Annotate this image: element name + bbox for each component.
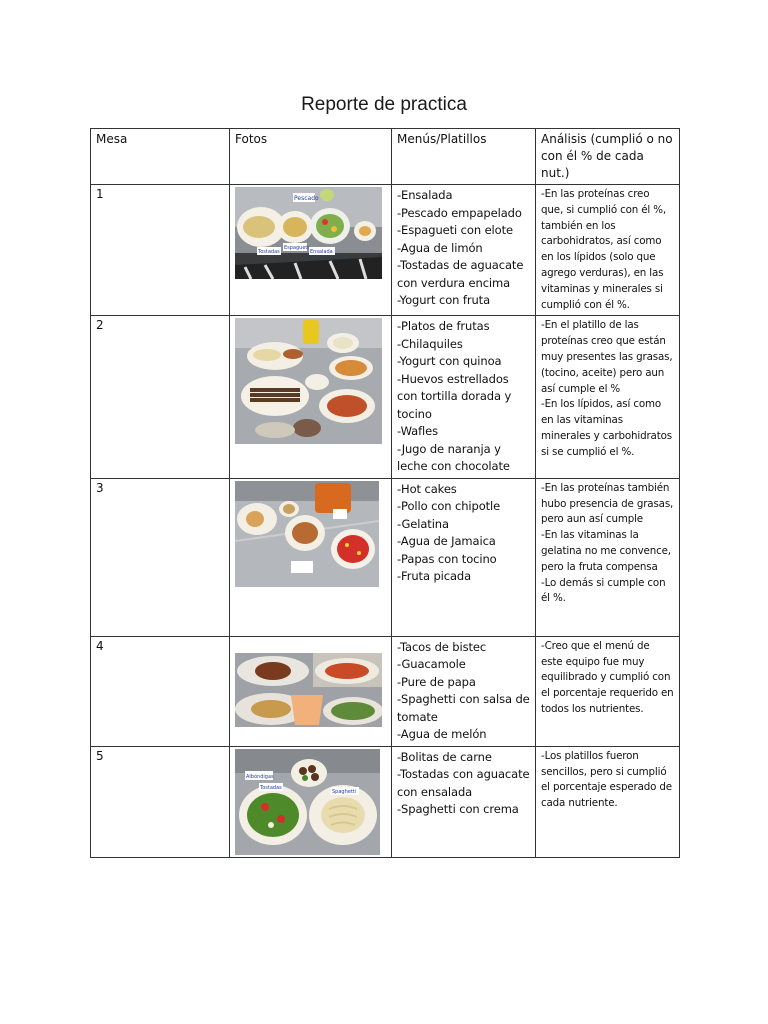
photo-label: Espagueti	[284, 245, 309, 251]
photo-cell	[230, 316, 392, 479]
menu-item: -Agua de melón	[397, 727, 487, 742]
mesa-number: 4	[91, 636, 230, 746]
menu-item: -Ensalada	[397, 188, 453, 202]
analysis-text: -Lo demás si cumple con él %.	[541, 576, 666, 605]
mesa-number: 1	[91, 185, 230, 316]
menu-item: -Agua de Jamaica	[397, 534, 496, 549]
analysis-text: -En las proteínas creo que, si cumplió con él %, también en los carbohidratos, así como en los lípidos (solo que agrego verduras), en las vitaminas y minerales si cumplió con él %.	[541, 188, 667, 311]
menu-item: -Tostadas de aguacate con verdura encima	[397, 258, 524, 290]
analysis-cell	[536, 478, 680, 636]
photo-cell	[230, 746, 392, 857]
menu-cell	[392, 478, 536, 636]
analysis-text: -En las vitaminas la gelatina no me convence, pero la fruta compensa	[541, 529, 671, 573]
photo-label: Ensalada	[310, 249, 333, 255]
mesa-number: 5	[91, 746, 230, 857]
photo-label: Tostadas	[258, 249, 280, 255]
header-analisis: Análisis (cumplió o no con él % de cada nut.)	[536, 129, 680, 185]
header-fotos: Fotos	[230, 129, 392, 185]
analysis-cell	[536, 746, 680, 857]
report-table	[90, 128, 680, 858]
menu-item: -Espagueti con elote	[397, 223, 513, 237]
menu-item: -Spaghetti con crema	[397, 802, 519, 817]
menu-cell	[392, 746, 536, 857]
menu-item: -Yogurt con quinoa	[397, 354, 502, 369]
page-title: Reporte de practica	[301, 94, 467, 115]
photo-label: Spaghetti	[332, 788, 357, 795]
menu-item: -Guacamole	[397, 657, 466, 672]
food-photo	[235, 481, 379, 587]
menu-cell	[392, 316, 536, 479]
menu-item: -Tacos de bistec	[397, 639, 487, 654]
photo-cell	[230, 185, 392, 316]
food-photo	[235, 749, 380, 855]
analysis-cell	[536, 636, 680, 746]
photo-label: Tostadas	[260, 784, 282, 791]
menu-item: -Bolitas de carne	[397, 749, 492, 764]
menu-item: -Agua de limón	[397, 240, 483, 255]
header-mesa: Mesa	[91, 129, 230, 185]
menu-item: -Jugo de naranja y leche con chocolate	[397, 441, 510, 474]
table-row	[91, 185, 680, 316]
photo-label: Albóndigas	[246, 773, 274, 780]
menu-item: -Spaghetti con salsa de tomate	[397, 692, 530, 724]
analysis-text: -Creo que el menú de este equipo fue muy equilibrado y cumplió con el porcentaje requerido en todos los nutrientes.	[541, 639, 674, 716]
menu-item: -Platos de frutas	[397, 319, 490, 334]
food-photo	[235, 318, 382, 444]
menu-item: -Huevos estrellados con tortilla dorada y tocino	[397, 371, 512, 421]
menu-item: -Pollo con chipotle	[397, 499, 501, 514]
analysis-cell	[536, 185, 680, 316]
analysis-text: -En los lípidos, así como en las vitaminas minerales y carbohidratos si se cumplió el %.	[541, 398, 672, 458]
menu-item: -Papas con tocino	[397, 551, 497, 566]
food-photo	[235, 187, 382, 279]
menu-cell	[392, 636, 536, 746]
analysis-text: -En las proteínas también hubo presencia de grasas, pero aun así cumple	[541, 481, 674, 526]
menu-item: -Wafles	[397, 424, 438, 439]
menu-cell	[392, 185, 536, 316]
menu-item: -Pure de papa	[397, 674, 476, 689]
analysis-text: -Los platillos fueron sencillos, pero si cumplió el porcentaje esperado de cada nutriente.	[541, 749, 672, 810]
analysis-text: -En el platillo de las proteínas creo que están muy presentes las grasas, (tocino, aceite) pero aun así cumple el %	[541, 319, 673, 395]
menu-item: -Hot cakes	[397, 481, 457, 496]
mesa-number: 3	[91, 478, 230, 636]
menu-item: -Gelatina	[397, 516, 449, 531]
photo-cell	[230, 636, 392, 746]
menu-item: -Pescado empapelado	[397, 205, 522, 220]
table-row	[91, 636, 680, 746]
menu-item: -Chilaquiles	[397, 336, 463, 351]
header-row	[91, 129, 680, 185]
menu-item: -Fruta picada	[397, 569, 472, 584]
photo-label: Pescado	[294, 195, 319, 202]
table-row	[91, 478, 680, 636]
menu-item: -Tostadas con aguacate con ensalada	[397, 767, 530, 799]
table-row	[91, 316, 680, 479]
table-row	[91, 746, 680, 857]
menu-item: -Yogurt con fruta	[397, 293, 491, 307]
header-menus: Menús/Platillos	[392, 129, 536, 185]
photo-cell	[230, 478, 392, 636]
mesa-number: 2	[91, 316, 230, 479]
analysis-cell	[536, 316, 680, 479]
food-photo	[235, 653, 382, 727]
